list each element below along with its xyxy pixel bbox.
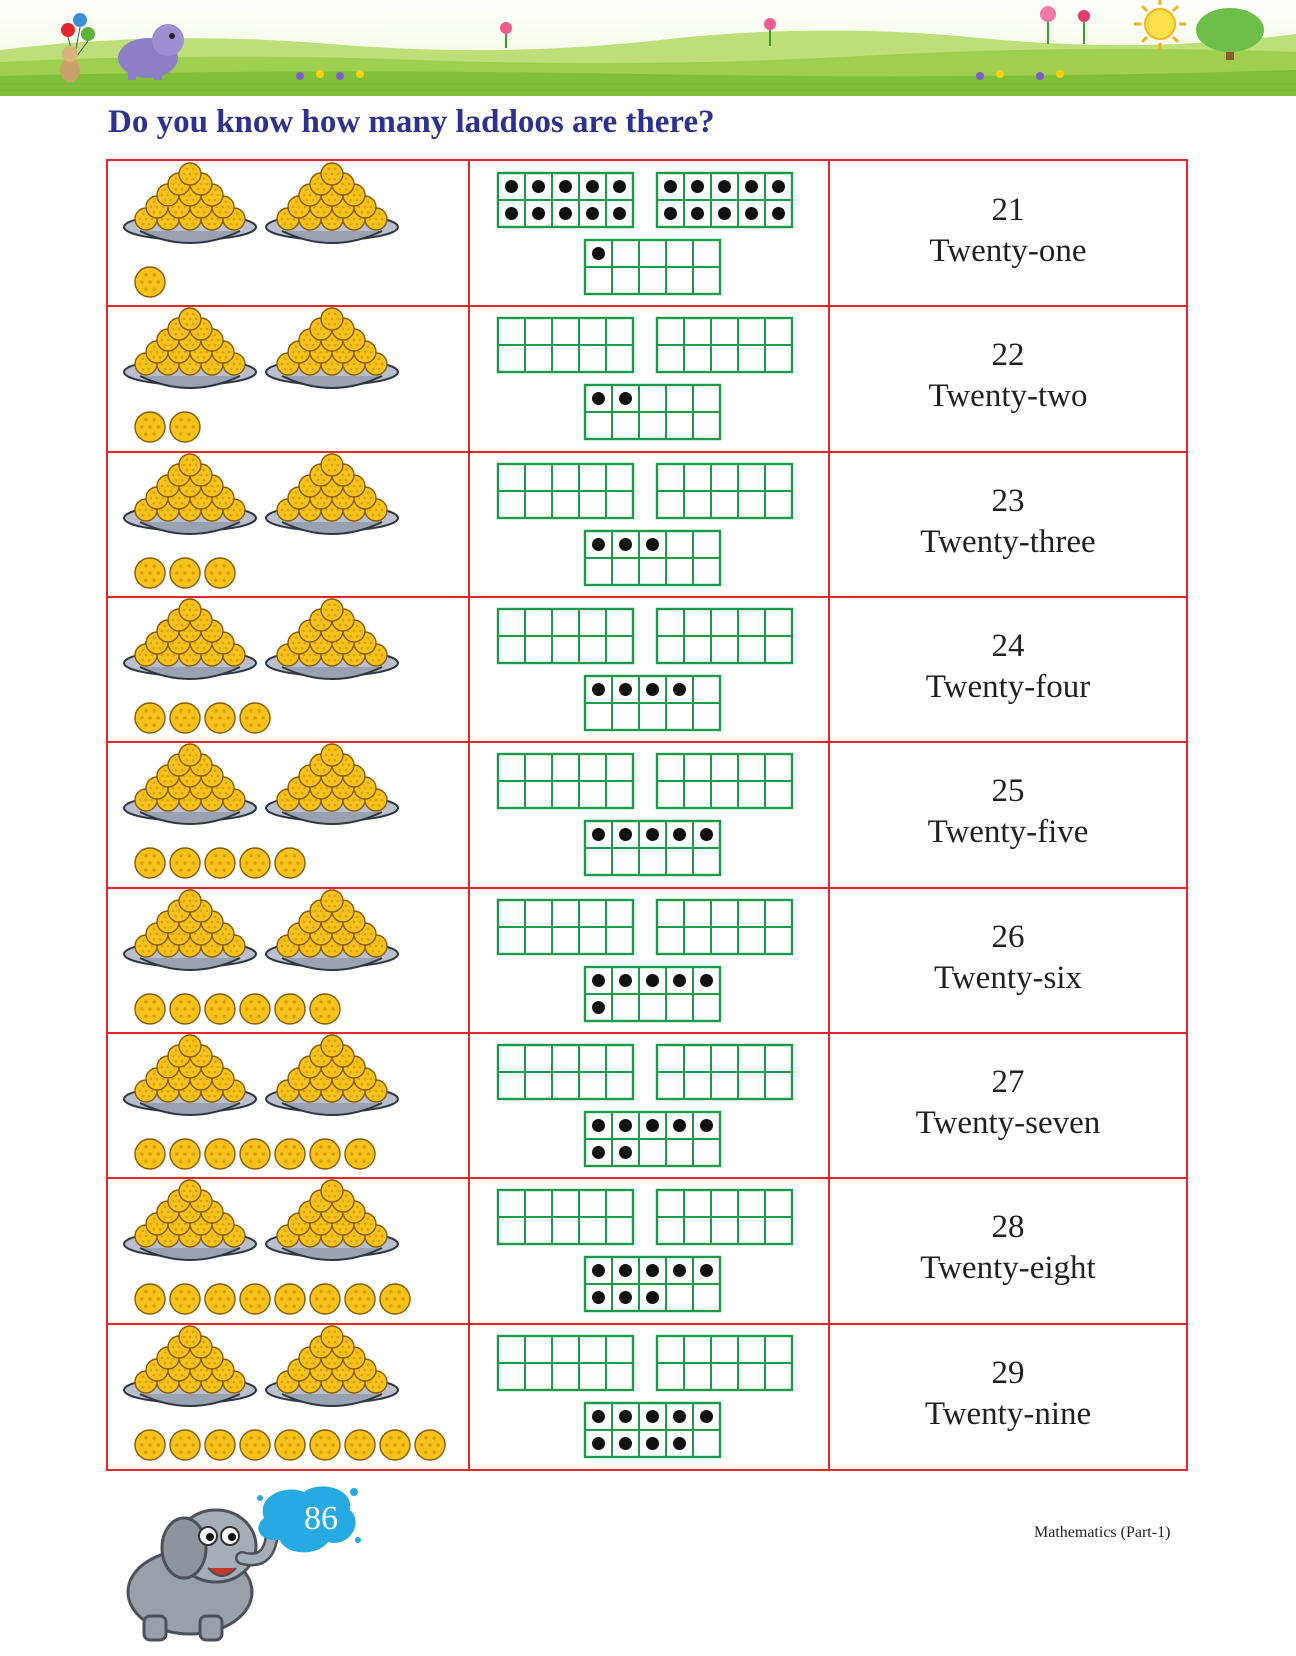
laddoo-bowl-icon xyxy=(266,163,398,243)
counter-dot xyxy=(673,1437,686,1450)
counter-dot xyxy=(619,1264,632,1277)
ten-frame-left xyxy=(498,1336,633,1390)
book-title: Mathematics (Part-1) xyxy=(1034,1524,1171,1541)
counter-dot xyxy=(619,1291,632,1304)
ten-frame-ones xyxy=(585,1112,720,1166)
laddoo-picture-cell xyxy=(108,1324,470,1469)
counter-dot xyxy=(619,974,632,987)
number-cell xyxy=(830,161,1186,306)
counter-dot xyxy=(664,180,677,193)
counter-dot xyxy=(646,1119,659,1132)
counter-dot xyxy=(586,180,599,193)
counter-dot xyxy=(646,1437,659,1450)
laddoo-bowl-icon xyxy=(266,744,398,824)
ten-frames xyxy=(470,1178,828,1323)
counter-dot xyxy=(691,207,704,220)
ten-frame-cell xyxy=(470,888,830,1033)
number-word: Twenty-one xyxy=(929,233,1087,269)
counter-dot xyxy=(592,1119,605,1132)
counter-dot xyxy=(700,974,713,987)
counter-dot xyxy=(673,1264,686,1277)
number-word: Twenty-five xyxy=(927,814,1089,851)
ten-frame-ones xyxy=(585,676,720,730)
ten-frame-right xyxy=(657,318,792,372)
laddoo-bowl-icon xyxy=(124,1180,256,1260)
counter-dot xyxy=(700,1410,713,1423)
table-row xyxy=(108,1324,1186,1469)
counter-dot xyxy=(619,1146,632,1159)
counter-dot xyxy=(646,974,659,987)
laddoo-bowl-icon xyxy=(266,1326,398,1406)
table-row xyxy=(108,1033,1186,1178)
counter-dot xyxy=(673,683,686,696)
number-word: Twenty-two xyxy=(928,378,1088,415)
laddoo-picture-cell xyxy=(108,1178,470,1323)
laddoo-picture-cell xyxy=(108,597,470,742)
counter-dot xyxy=(586,207,599,220)
counter-dot xyxy=(646,683,659,696)
counter-dot xyxy=(700,1264,713,1277)
numeral: 28 xyxy=(991,1209,1025,1246)
ten-frame-right xyxy=(657,464,792,518)
meadow-banner xyxy=(0,0,1296,96)
ten-frame-left xyxy=(498,173,633,227)
counter-dot xyxy=(691,180,704,193)
laddoo-picture xyxy=(108,597,468,742)
number-cell xyxy=(830,452,1186,597)
ten-frame-ones xyxy=(585,1403,720,1457)
ten-frame-cell xyxy=(470,452,830,597)
counter-dot xyxy=(745,207,758,220)
counter-dot xyxy=(673,974,686,987)
ten-frame-right xyxy=(657,1336,792,1390)
counter-dot xyxy=(673,1119,686,1132)
counter-dot xyxy=(592,1146,605,1159)
counter-dot xyxy=(613,180,626,193)
ten-frame-right xyxy=(657,173,792,227)
numeral: 21 xyxy=(991,192,1025,228)
counter-dot xyxy=(718,180,731,193)
counter-dot xyxy=(592,1410,605,1423)
laddoo-bowl-icon xyxy=(266,308,398,388)
table-row xyxy=(108,306,1186,451)
counter-dot xyxy=(646,1410,659,1423)
laddoo-bowl-icon xyxy=(124,163,256,243)
counter-dot xyxy=(592,1264,605,1277)
ten-frame-right xyxy=(657,609,792,663)
ten-frame-left xyxy=(498,754,633,808)
ten-frame-left xyxy=(498,464,633,518)
counter-dot xyxy=(505,207,518,220)
bunny-icon xyxy=(60,46,80,82)
ten-frame-cell xyxy=(470,1178,830,1323)
laddoo-picture xyxy=(108,1178,468,1323)
table-row xyxy=(108,888,1186,1033)
laddoo-picture-cell xyxy=(108,452,470,597)
counter-dot xyxy=(673,1410,686,1423)
numeral: 22 xyxy=(991,337,1025,374)
numeral: 27 xyxy=(991,1063,1025,1100)
laddoo-bowl-icon xyxy=(124,890,256,970)
laddoo-bowl-icon xyxy=(124,308,256,388)
numeral: 29 xyxy=(991,1354,1025,1391)
table-row xyxy=(108,742,1186,887)
counter-dot xyxy=(619,1410,632,1423)
ten-frame-ones xyxy=(585,967,720,1021)
ten-frames xyxy=(470,452,828,597)
counter-dot xyxy=(592,247,605,260)
laddoo-picture xyxy=(108,306,468,451)
laddoo-picture xyxy=(108,888,468,1033)
ten-frame-cell xyxy=(470,161,830,306)
counter-dot xyxy=(718,207,731,220)
ten-frame-left xyxy=(498,1045,633,1099)
counter-dot xyxy=(619,828,632,841)
counter-dot xyxy=(646,538,659,551)
counter-dot xyxy=(559,180,572,193)
counter-dot xyxy=(592,1291,605,1304)
numeral: 24 xyxy=(991,627,1025,664)
counter-dot xyxy=(613,207,626,220)
ten-frame-cell xyxy=(470,597,830,742)
number-word: Twenty-three xyxy=(920,523,1096,560)
counter-dot xyxy=(592,1001,605,1014)
number-cell xyxy=(830,1033,1186,1178)
number-cell xyxy=(830,1178,1186,1323)
ten-frame-right xyxy=(657,1190,792,1244)
counter-dot xyxy=(619,1437,632,1450)
counter-dot xyxy=(619,1119,632,1132)
ten-frame-right xyxy=(657,1045,792,1099)
ten-frame-ones xyxy=(585,1257,720,1311)
counter-dot xyxy=(700,1119,713,1132)
page-title: Do you know how many laddoos are there? xyxy=(108,104,715,140)
table-row xyxy=(108,1178,1186,1323)
laddoo-bowl-icon xyxy=(124,599,256,679)
ten-frame-ones xyxy=(585,531,720,585)
ten-frames xyxy=(470,1324,828,1469)
ten-frame-left xyxy=(498,318,633,372)
ten-frame-left xyxy=(498,1190,633,1244)
table-row xyxy=(108,161,1186,306)
laddoo-picture xyxy=(108,1324,468,1469)
number-cell xyxy=(830,742,1186,887)
laddoo-picture xyxy=(108,452,468,597)
counter-dot xyxy=(646,828,659,841)
counter-dot xyxy=(772,180,785,193)
counter-dot xyxy=(532,180,545,193)
laddoo-picture xyxy=(108,161,468,306)
laddoo-picture xyxy=(108,742,468,887)
counter-dot xyxy=(592,683,605,696)
counter-dot xyxy=(700,828,713,841)
number-word: Twenty-eight xyxy=(920,1250,1096,1287)
ten-frame-ones xyxy=(585,240,720,294)
counter-dot xyxy=(592,828,605,841)
laddoo-bowl-icon xyxy=(266,890,398,970)
counter-dot xyxy=(592,538,605,551)
laddoo-bowl-icon xyxy=(266,599,398,679)
number-word: Twenty-seven xyxy=(915,1104,1101,1141)
ten-frames xyxy=(470,306,828,451)
ten-frames xyxy=(470,161,828,306)
table-row xyxy=(108,597,1186,742)
ten-frame-left xyxy=(498,609,633,663)
counter-dot xyxy=(592,1437,605,1450)
counter-dot xyxy=(532,207,545,220)
numeral: 23 xyxy=(991,482,1025,519)
laddoo-picture-cell xyxy=(108,161,470,306)
number-word: Twenty-four xyxy=(925,668,1091,705)
counter-dot xyxy=(772,207,785,220)
counter-dot xyxy=(745,180,758,193)
table-row xyxy=(108,452,1186,597)
ten-frames xyxy=(470,888,828,1033)
counter-dot xyxy=(505,180,518,193)
ten-frame-right xyxy=(657,754,792,808)
counter-dot xyxy=(619,683,632,696)
counter-dot xyxy=(559,207,572,220)
ten-frame-cell xyxy=(470,306,830,451)
counter-dot xyxy=(646,1264,659,1277)
laddoo-bowl-icon xyxy=(266,1180,398,1260)
ten-frame-cell xyxy=(470,1324,830,1469)
laddoo-picture-cell xyxy=(108,742,470,887)
ten-frame-right xyxy=(657,900,792,954)
ten-frames xyxy=(470,1033,828,1178)
numeral: 26 xyxy=(991,918,1025,955)
page-number: 86 xyxy=(304,1500,338,1537)
laddoo-count-table xyxy=(106,159,1188,1471)
counter-dot xyxy=(664,207,677,220)
number-cell xyxy=(830,1324,1186,1469)
number-cell xyxy=(830,306,1186,451)
laddoo-bowl-icon xyxy=(124,454,256,534)
ten-frame-ones xyxy=(585,385,720,439)
ten-frames xyxy=(470,742,828,887)
numeral: 25 xyxy=(991,773,1025,810)
laddoo-picture-cell xyxy=(108,1033,470,1178)
counter-dot xyxy=(592,974,605,987)
ten-frame-left xyxy=(498,900,633,954)
laddoo-bowl-icon xyxy=(266,1035,398,1115)
laddoo-picture xyxy=(108,1033,468,1178)
number-word: Twenty-six xyxy=(933,959,1082,996)
number-cell xyxy=(830,597,1186,742)
laddoo-bowl-icon xyxy=(266,454,398,534)
counter-dot xyxy=(592,392,605,405)
counter-dot xyxy=(619,538,632,551)
number-word: Twenty-nine xyxy=(924,1395,1092,1432)
ten-frame-ones xyxy=(585,821,720,875)
laddoo-picture-cell xyxy=(108,306,470,451)
counter-dot xyxy=(619,392,632,405)
counter-dot xyxy=(646,1291,659,1304)
ten-frame-cell xyxy=(470,1033,830,1178)
ten-frame-cell xyxy=(470,742,830,887)
counter-dot xyxy=(673,828,686,841)
laddoo-bowl-icon xyxy=(124,1035,256,1115)
laddoo-picture-cell xyxy=(108,888,470,1033)
laddoo-bowl-icon xyxy=(124,744,256,824)
number-cell xyxy=(830,888,1186,1033)
ten-frames xyxy=(470,597,828,742)
laddoo-bowl-icon xyxy=(124,1326,256,1406)
